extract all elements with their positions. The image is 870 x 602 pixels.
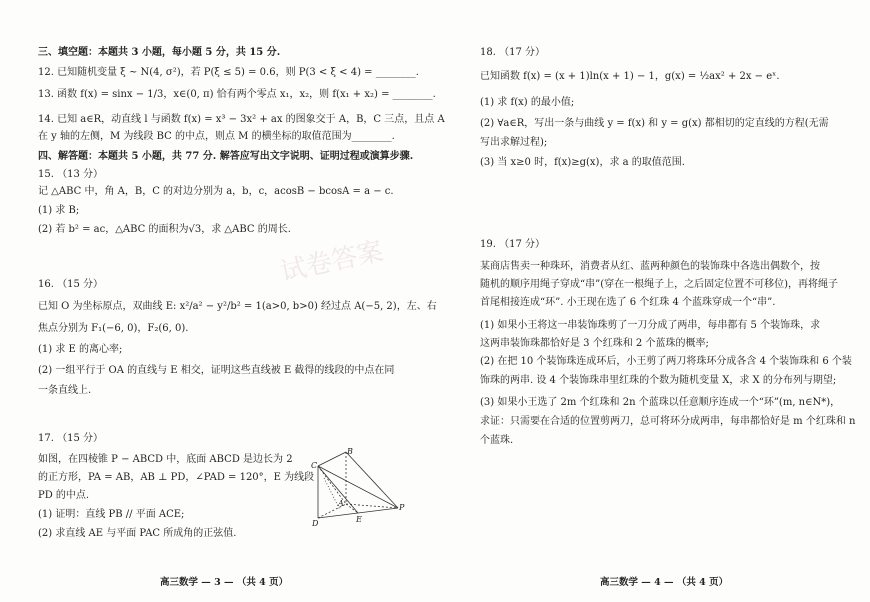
question-19-part-3-line-2: 求证：只需要在合适的位置剪两刀，总可将环分成两串，每串都恰好是 m 个红珠和 n xyxy=(480,416,856,427)
question-19-stem-line-3: 首尾相接连成“环”. 小王现在选了 6 个红珠 4 个蓝珠穿成一个“串”. xyxy=(480,297,776,308)
question-17-heading: 17. （15 分） xyxy=(38,433,103,444)
question-16-part-2-line-1: (2) 一组平行于 OA 的直线与 E 相交，证明这些直线被 E 截得的线段的中点在同 xyxy=(38,365,395,376)
question-17-stem-line-1: 如图，在四棱锥 P − ABCD 中，底面 ABCD 是边长为 2 xyxy=(38,454,293,465)
question-18-part-3: (3) 当 x≥0 时，f(x)≥g(x)，求 a 的取值范围. xyxy=(480,157,685,168)
edge-CB xyxy=(318,452,346,466)
question-18-part-2-line-1: (2) ∀a∈R，写出一条与曲线 y = f(x) 和 y = g(x) 都相切的定直线的方程(无需 xyxy=(480,118,829,129)
question-19-part-3-line-3: 个蓝珠. xyxy=(480,435,514,446)
question-16-stem-line-2: 焦点分别为 F₁(−6, 0)，F₂(6, 0). xyxy=(38,323,189,334)
question-19-stem-line-2: 随机的顺序用绳子穿成“串”(穿在一根绳子上，之后固定位置不可移位)，再将绳子 xyxy=(480,279,839,290)
question-17-stem-line-3: PD 的中点. xyxy=(38,490,90,501)
watermark: 试卷答案 xyxy=(277,236,386,288)
section-fill-blank-heading: 三、填空题：本题共 3 小题，每小题 5 分，共 15 分. xyxy=(38,47,281,58)
question-17-part-2: (2) 求直线 AE 与平面 PAC 所成角的正弦值. xyxy=(38,528,237,539)
question-19-heading: 19. （17 分） xyxy=(480,239,545,250)
question-17-stem-line-2: 的正方形，PA = AB，AB ⊥ PD，∠PAD = 120°，E 为线段 xyxy=(38,472,315,483)
edge-CP xyxy=(318,466,398,508)
label-A: A xyxy=(338,499,344,508)
question-19-stem-line-1: 某商店售卖一种珠环，消费者从红、蓝两种颜色的装饰珠中各选出偶数个，按 xyxy=(480,261,820,272)
question-15-part-1: (1) 求 B; xyxy=(38,205,80,216)
question-19-part-3-line-1: (3) 如果小王选了 2m 个红珠和 2n 个蓝珠以任意顺序连成一个“环”(m, n∈N*)， xyxy=(480,397,841,408)
question-13: 13. 函数 f(x) = sinx − 1/3，x∈(0, π) 恰有两个零点 x₁，x₂，则 f(x₁ + x₂) = ________. xyxy=(38,89,436,100)
question-19-part-2-line-1: (2) 在把 10 个装饰珠连成环后，小王剪了两刀将珠环分成各含 4 个装饰珠和 6 个装 xyxy=(480,356,852,367)
question-18-heading: 18. （17 分） xyxy=(480,47,545,58)
pyramid-figure xyxy=(310,448,410,528)
question-18-stem: 已知函数 f(x) = (x + 1)ln(x + 1) − 1，g(x) = ½ax² + 2x − eˣ. xyxy=(480,71,780,82)
question-18-part-1: (1) 求 f(x) 的最小值; xyxy=(480,97,575,108)
edge-AP xyxy=(346,504,398,508)
question-18-part-2-line-2: 写出求解过程); xyxy=(480,137,548,148)
question-14-line-2: 在 y 轴的左侧，M 为线段 BC 的中点，则点 M 的横坐标的取值范围为________. xyxy=(38,131,395,142)
question-17-part-1: (1) 证明：直线 PB // 平面 ACE; xyxy=(38,509,185,520)
question-16-part-1: (1) 求 E 的离心率; xyxy=(38,344,123,355)
page-footer-3: 高三数学 — 3 — （共 4 页） xyxy=(160,577,289,588)
question-15-stem: 记 △ABC 中，角 A，B，C 的对边分别为 a，b，c，acosB − bcosA = a − c. xyxy=(38,186,394,197)
question-15-heading: 15. （13 分） xyxy=(38,169,103,180)
label-C: C xyxy=(311,461,318,470)
label-P: P xyxy=(399,503,405,512)
question-16-stem-line-1: 已知 O 为坐标原点，双曲线 E: x²/a² − y²/b² = 1(a>0, b>0) 经过点 A(−5, 2)，左、右 xyxy=(38,301,437,312)
label-B: B xyxy=(347,448,353,456)
question-16-heading: 16. （15 分） xyxy=(38,279,103,290)
question-19-part-1-line-1: (1) 如果小王将这一串装饰珠剪了一刀分成了两串，每串都有 5 个装饰珠，求 xyxy=(480,320,821,331)
question-15-part-2: (2) 若 b² = ac，△ABC 的面积为√3，求 △ABC 的周长. xyxy=(38,224,291,235)
edge-BP xyxy=(346,452,398,508)
label-E: E xyxy=(356,515,362,524)
question-19-part-1-line-2: 这两串装饰珠都恰好是 3 个红珠和 2 个蓝珠的概率; xyxy=(480,338,709,349)
question-16-part-2-line-2: 一条直线上. xyxy=(38,385,92,396)
question-19-part-2-line-2: 饰珠的两串. 设 4 个装饰珠串里红珠的个数为随机变量 X，求 X 的分布列与期望; xyxy=(480,375,837,386)
question-14-line-1: 14. 已知 a∈R，动直线 l 与函数 f(x) = x³ − 3x² + ax 的图象交于 A，B，C 三点，且点 A xyxy=(38,114,445,125)
page-footer-4: 高三数学 — 4 — （共 4 页） xyxy=(600,577,729,588)
section-solve-heading: 四、解答题：本题共 5 小题，共 77 分. 解答应写出文字说明、证明过程或演算步骤. xyxy=(38,151,414,162)
label-D: D xyxy=(312,519,319,528)
question-12: 12. 已知随机变量 ξ ~ N(4, σ²)，若 P(ξ ≤ 5) = 0.6，则 P(3 < ξ < 4) = ________. xyxy=(38,67,419,78)
